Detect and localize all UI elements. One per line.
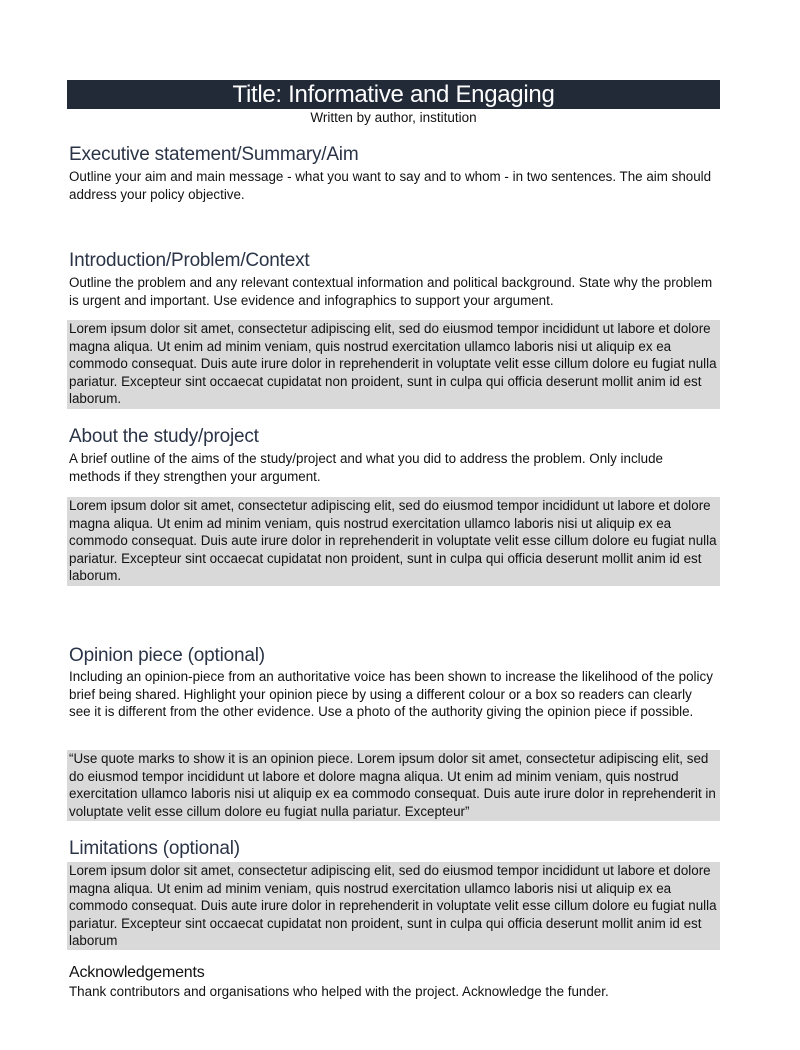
limitations-heading: Limitations (optional)	[69, 838, 240, 859]
title-bar: Title: Informative and Engaging	[67, 80, 720, 109]
acknowledgements-heading: Acknowledgements	[69, 964, 205, 981]
study-heading: About the study/project	[69, 426, 259, 447]
study-lorem-box: Lorem ipsum dolor sit amet, consectetur adipiscing elit, sed do eiusmod tempor incididunt ut labore et dolore magna aliqua. Ut enim ad minim veniam, quis nostrud exercitation ullamco laboris nisi ut aliquip ex ea commodo consequat. Duis aute irure dolor in reprehenderit in voluptate velit esse cillum dolore eu fugiat nulla pariatur. Excepteur sint occaecat cupidatat non proident, sunt in culpa qui officia deserunt mollit anim id est laborum.	[67, 497, 720, 586]
intro-heading: Introduction/Problem/Context	[69, 250, 310, 271]
acknowledgements-text: Thank contributors and organisations who helped with the project. Acknowledge the funder.	[69, 984, 609, 999]
study-text: A brief outline of the aims of the study/project and what you did to address the problem. Only include methods if they strengthen your argument.	[69, 451, 663, 484]
opinion-heading: Opinion piece (optional)	[69, 645, 265, 666]
limitations-lorem-box: Lorem ipsum dolor sit amet, consectetur adipiscing elit, sed do eiusmod tempor incididunt ut labore et dolore magna aliqua. Ut enim ad minim veniam, quis nostrud exercitation ullamco laboris nisi ut aliquip ex ea commodo consequat. Duis aute irure dolor in reprehenderit in voluptate velit esse cillum dolore eu fugiat nulla pariatur. Excepteur sint occaecat cupidatat non proident, sunt in culpa qui officia deserunt mollit anim id est laborum	[67, 862, 720, 950]
intro-lorem-box: Lorem ipsum dolor sit amet, consectetur adipiscing elit, sed do eiusmod tempor incididunt ut labore et dolore magna aliqua. Ut enim ad minim veniam, quis nostrud exercitation ullamco laboris nisi ut aliquip ex ea commodo consequat. Duis aute irure dolor in reprehenderit in voluptate velit esse cillum dolore eu fugiat nulla pariatur. Excepteur sint occaecat cupidatat non proident, sunt in culpa qui officia deserunt mollit anim id est laborum.	[67, 320, 720, 409]
byline: Written by author, institution	[310, 110, 477, 125]
intro-text: Outline the problem and any relevant contextual information and political background. State why the problem is urgent and important. Use evidence and infographics to support your argument.	[69, 275, 713, 308]
summary-heading: Executive statement/Summary/Aim	[69, 144, 359, 165]
summary-text: Outline your aim and main message - what you want to say and to whom - in two sentences. The aim should address your policy objective.	[69, 169, 712, 202]
opinion-text: Including an opinion-piece from an authoritative voice has been shown to increase the likelihood of the policy brief being shared. Highlight your opinion piece by using a different colour or a box so readers can clearly see it is different from the other evidence. Use a photo of the authority giving the opinion piece if possible.	[69, 669, 713, 720]
opinion-quote-box: “Use quote marks to show it is an opinion piece. Lorem ipsum dolor sit amet, consectetur adipiscing elit, sed do eiusmod tempor incididunt ut labore et dolore magna aliqua. Ut enim ad minim veniam, quis nostrud exercitation ullamco laboris nisi ut aliquip ex ea commodo consequat. Duis aute irure dolor in reprehenderit in voluptate velit esse cillum dolore eu fugiat nulla pariatur. Excepteur”	[67, 750, 720, 821]
